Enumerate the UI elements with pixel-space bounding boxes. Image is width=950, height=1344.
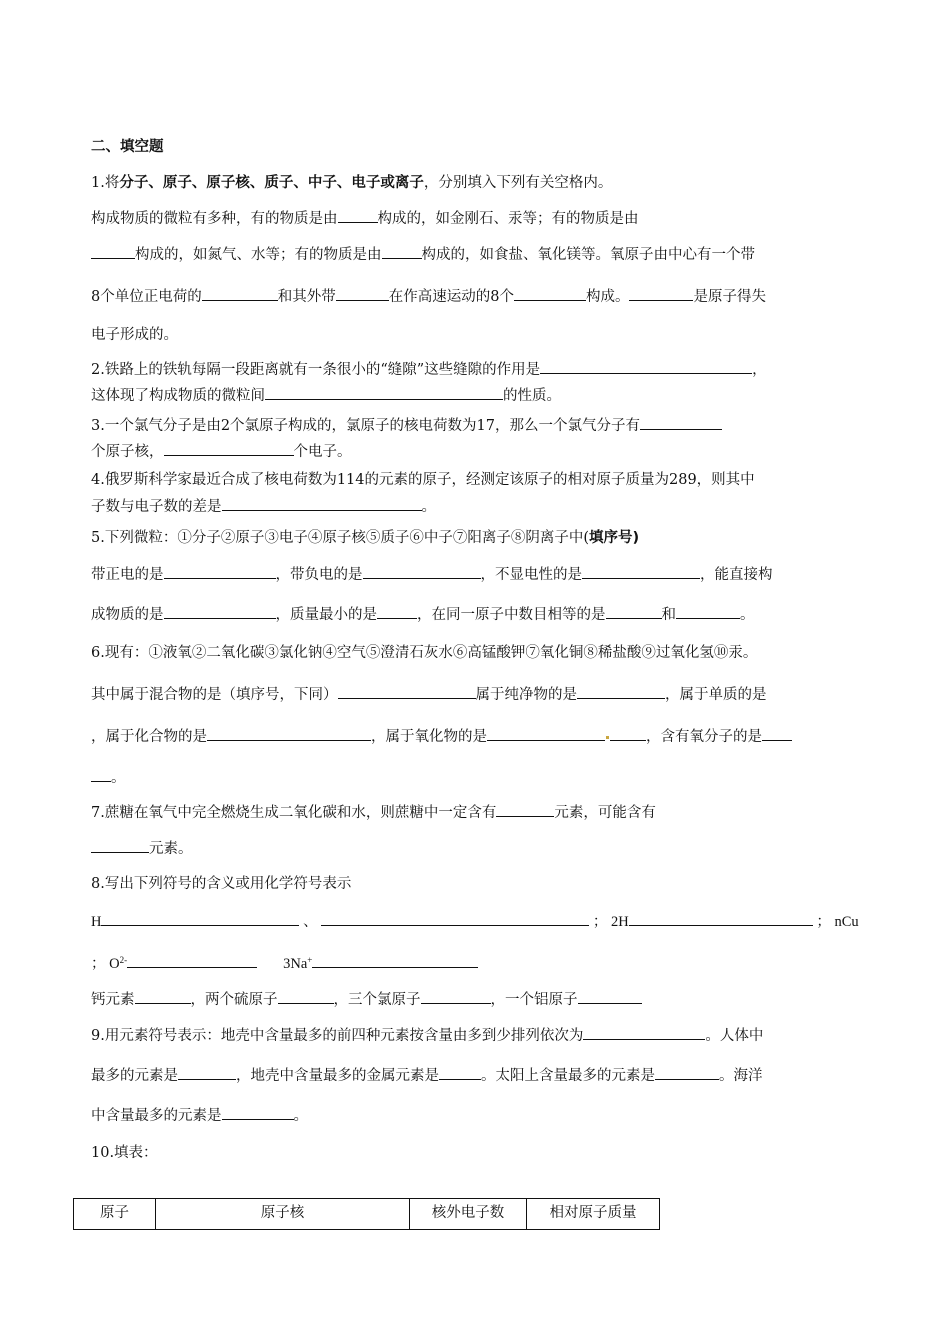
- question-3-line-1: 3.一个氯气分子是由2个氯原子构成的，氯原子的核电荷数为17，那么一个氯气分子有: [91, 415, 722, 436]
- question-9-line-3: 中含量最多的元素是 。: [91, 1105, 308, 1126]
- question-1-line-1: 1.将分子、原子、原子核、质子、中子、电子或离子，分别填入下列有关空格内。: [91, 175, 613, 191]
- blank[interactable]: [487, 726, 605, 741]
- blank[interactable]: [164, 441, 294, 456]
- blank[interactable]: [640, 415, 722, 430]
- blank[interactable]: [321, 911, 589, 926]
- blank[interactable]: [606, 604, 662, 619]
- question-7-line-1: 7.蔗糖在氧气中完全燃烧生成二氧化碳和水，则蔗糖中一定含有 元素，可能含有: [91, 802, 656, 823]
- blank[interactable]: [421, 989, 491, 1004]
- question-8-line-4: 钙元素 ，两个硫原子 ，三个氯原子 ，一个铝原子: [91, 989, 642, 1010]
- blank[interactable]: [496, 802, 554, 817]
- blank[interactable]: [101, 911, 299, 926]
- question-8-line-2: H 、 ； 2H ； nCu: [91, 911, 859, 932]
- dot-mark: [606, 736, 609, 739]
- question-4-line-2: 子数与电子数的差是 。: [91, 496, 436, 517]
- blank[interactable]: [655, 1065, 719, 1080]
- question-8-line-1: 8.写出下列符号的含义或用化学符号表示: [91, 876, 352, 892]
- blank[interactable]: [207, 726, 371, 741]
- table-header-cell: 相对原子质量: [527, 1199, 660, 1230]
- question-1-line-4: 8个单位正电荷的 和其外带 在作高速运动的8个 构成。 是原子得失: [91, 286, 766, 307]
- blank[interactable]: [91, 244, 135, 259]
- question-1-line-2: 构成物质的微粒有多种，有的物质是由 构成的，如金刚石、汞等；有的物质是由: [91, 208, 639, 229]
- blank[interactable]: [514, 286, 586, 301]
- question-5-line-3: 成物质的是 ，质量最小的是 ，在同一原子中数目相等的是 和 。: [91, 604, 755, 625]
- table-header-cell: 原子: [74, 1199, 156, 1230]
- question-9-line-1: 9.用元素符号表示：地壳中含量最多的前四种元素按含量由多到少排列依次为 。人体中: [91, 1025, 763, 1046]
- blank[interactable]: [382, 244, 422, 259]
- blank[interactable]: [127, 953, 257, 968]
- question-6-line-3: ，属于化合物的是 ，属于氧化物的是 ，含有氧分子的是: [91, 726, 792, 747]
- blank[interactable]: [578, 989, 642, 1004]
- table-header-cell: 核外电子数: [410, 1199, 527, 1230]
- blank[interactable]: [676, 604, 740, 619]
- blank[interactable]: [338, 208, 378, 223]
- blank[interactable]: [582, 564, 700, 579]
- blank[interactable]: [202, 286, 278, 301]
- blank[interactable]: [312, 953, 478, 968]
- question-6-line-1: 6.现有：①液氧②二氧化碳③氯化钠④空气⑤澄清石灰水⑥高锰酸钾⑦氧化铜⑧稀盐酸⑨过氧化氢⑩汞。: [91, 645, 758, 661]
- question-2-line-1: 2.铁路上的铁轨每隔一段距离就有一条很小的“缝隙”这些缝隙的作用是 ，: [91, 359, 767, 380]
- blank[interactable]: [363, 564, 481, 579]
- blank[interactable]: [222, 1105, 294, 1120]
- blank[interactable]: [439, 1065, 481, 1080]
- blank[interactable]: [629, 286, 693, 301]
- blank[interactable]: [338, 684, 476, 699]
- question-10-line-1: 10.填表：: [91, 1145, 158, 1161]
- question-1-line-5: 电子形成的。: [91, 327, 178, 343]
- question-6-line-2: 其中属于混合物的是（填序号，下同） 属于纯净物的是 ，属于单质的是: [91, 684, 767, 705]
- question-8-line-3: ； $O^{2-}$ 3Na+: [91, 953, 478, 974]
- blank[interactable]: [762, 726, 792, 741]
- blank[interactable]: [278, 989, 334, 1004]
- question-5-line-1: 5.下列微粒：①分子②原子③电子④原子核⑤质子⑥中子⑦阳离子⑧阴离子中(填序号): [91, 530, 640, 546]
- question-9-line-2: 最多的元素是 ，地壳中含量最多的金属元素是 。太阳上含量最多的元素是 。海洋: [91, 1065, 763, 1086]
- question-7-line-2: 元素。: [91, 838, 193, 859]
- blank[interactable]: [336, 286, 389, 301]
- blank[interactable]: [135, 989, 191, 1004]
- section-title: 二、填空题: [91, 139, 164, 155]
- question-2-line-2: 这体现了构成物质的微粒间 的性质。: [91, 385, 561, 406]
- table-header-cell: 原子核: [156, 1199, 410, 1230]
- blank[interactable]: [540, 359, 752, 374]
- blank[interactable]: [583, 1025, 705, 1040]
- blank[interactable]: [610, 726, 646, 741]
- blank[interactable]: [222, 496, 422, 511]
- blank[interactable]: [178, 1065, 236, 1080]
- blank[interactable]: [265, 385, 503, 400]
- question-5-line-2: 带正电的是 ，带负电的是 ，不显电性的是 ，能直接构: [91, 564, 773, 585]
- blank[interactable]: [629, 911, 813, 926]
- blank[interactable]: [91, 838, 149, 853]
- blank[interactable]: [164, 604, 276, 619]
- question-6-line-4: 。: [91, 767, 126, 788]
- blank[interactable]: [164, 564, 276, 579]
- fill-table: [73, 1198, 660, 1230]
- blank[interactable]: [577, 684, 665, 699]
- table-header-row: [74, 1199, 660, 1230]
- question-1-line-3: 构成的，如氮气、水等；有的物质是由 构成的，如食盐、氧化镁等。氧原子由中心有一个带: [91, 244, 755, 265]
- question-3-line-2: 个原子核， 个电子。: [91, 441, 352, 462]
- blank[interactable]: [377, 604, 417, 619]
- blank[interactable]: [91, 767, 111, 782]
- question-4-line-1: 4.俄罗斯科学家最近合成了核电荷数为114的元素的原子，经测定该原子的相对原子质量为289，则其中: [91, 472, 755, 488]
